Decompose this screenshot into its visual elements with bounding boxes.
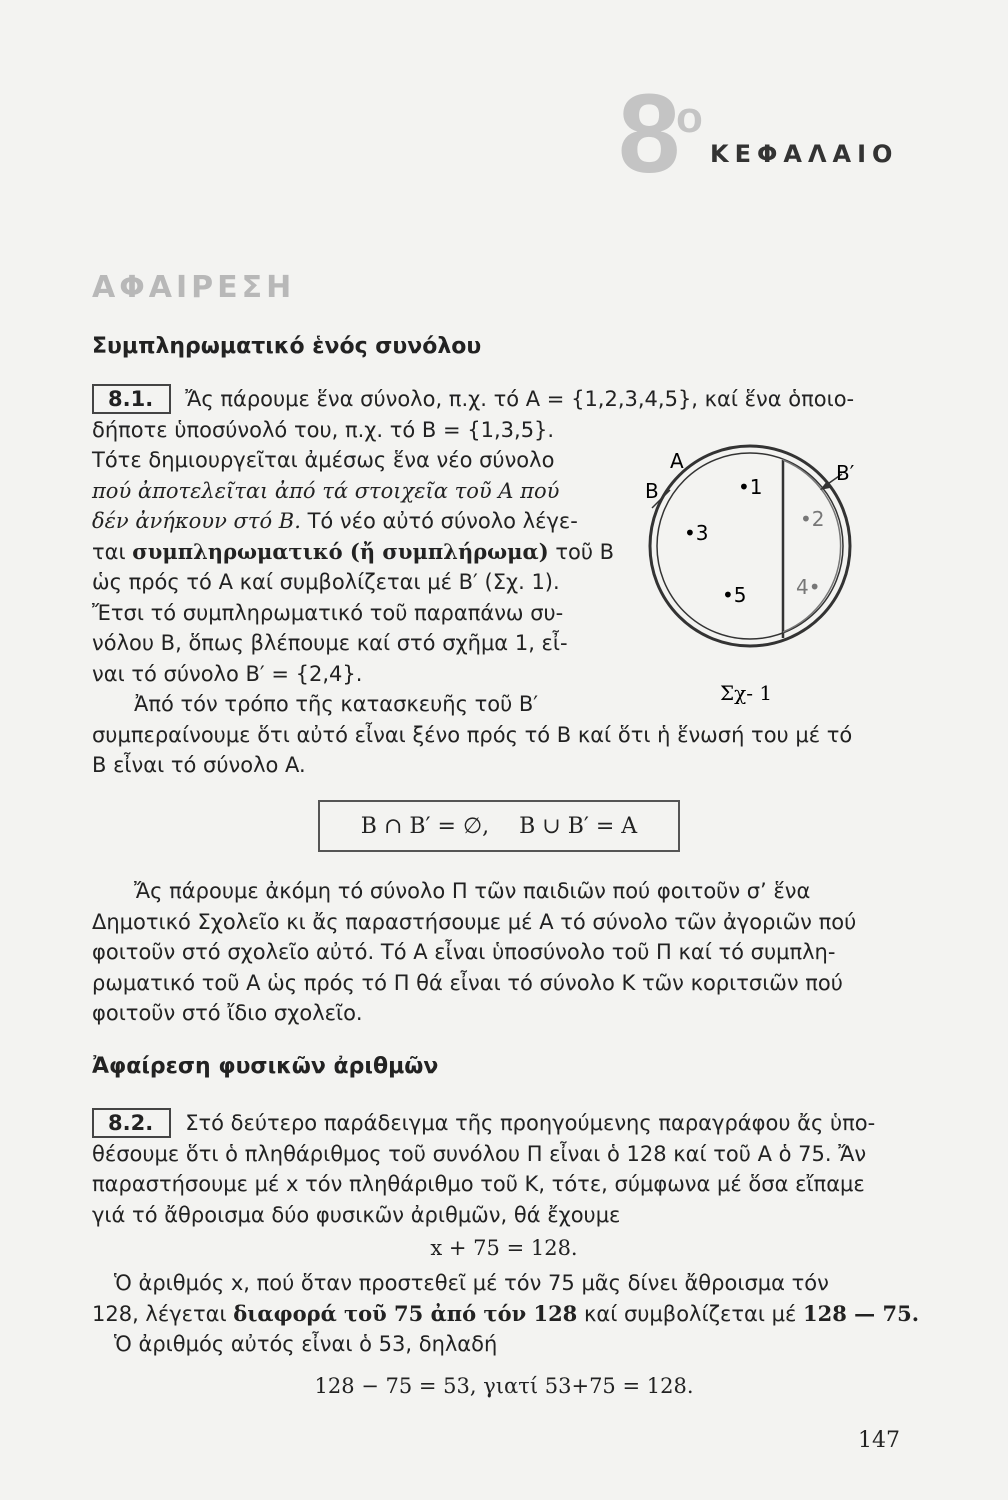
difference-symbol: 128 — 75. [803, 1300, 920, 1326]
chapter-title: ΑΦΑΙΡΕΣΗ [92, 270, 296, 305]
text-line: φοιτοῦν στό ἴδιο σχολεῖο. [92, 1001, 363, 1025]
element-5: •5 [722, 583, 747, 607]
text-line: θέσουμε ὅτι ὁ πληθάριθμος τοῦ συνόλου Π εἶναι ὁ 128 καί τοῦ A ὁ 75. Ἄν [92, 1141, 867, 1166]
text-span: ται [92, 539, 133, 564]
page-number: 147 [858, 1428, 900, 1453]
chapter-number: 8 [618, 71, 681, 196]
text-line: γιά τό ἄθροισμα δύο φυσικῶν ἀριθμῶν, θά ἔχουμε [92, 1202, 621, 1227]
text-line: Τότε δημιουργεῖται ἀμέσως ἕνα νέο σύνολο [92, 448, 555, 472]
text-span: 128, λέγεται [92, 1301, 234, 1326]
text-span: Ἄς πάρουμε ἕνα σύνολο, π.χ. τό A = {1,2,3,4,5}, καί ἕνα ὁποιο- [185, 387, 855, 411]
label-A: A [670, 449, 684, 473]
paragraph-number-8-1: 8.1. [92, 384, 171, 414]
text-line [92, 384, 912, 415]
formula-intersection: B ∩ B′ = ∅, [360, 813, 490, 839]
text-line: νόλου B, ὅπως βλέπουμε καί στό σχῆμα 1, εἶ- [92, 631, 568, 655]
text-line: Ἀπό τόν τρόπο τῆς κατασκευῆς τοῦ B′ [134, 692, 539, 716]
text-line [92, 1299, 920, 1330]
text-line-italic: πού ἀποτελεῖται ἀπό τά στοιχεῖα τοῦ A πού [92, 478, 560, 503]
label-B: B [645, 479, 659, 503]
set-Bprime-region [783, 460, 841, 632]
text-span: Στό δεύτερο παράδειγμα τῆς προηγούμενης παραγράφου ἄς ὑπο- [185, 1111, 876, 1135]
element-3: •3 [684, 521, 709, 545]
chapter-number-superscript: ο [676, 93, 703, 142]
section-heading-complement: Συμπληρωματικό ἑνός συνόλου [92, 334, 482, 359]
text-line: φοιτοῦν στό σχολεῖο αὐτό. Τό A εἶναι ὑποσύνολο τοῦ Π καί τό συμπλη- [92, 940, 836, 964]
text-span-italic: δέν ἀνήκουν στό B. [92, 509, 301, 533]
text-line: Ὁ ἀριθμός αὐτός εἶναι ὁ 53, δηλαδή [114, 1332, 498, 1356]
formula-union: B ∪ B′ = A [519, 813, 638, 839]
text-line: B εἶναι τό σύνολο A. [92, 753, 306, 777]
text-line: δήποτε ὑποσύνολό του, π.χ. τό B = {1,3,5}. [92, 417, 555, 442]
equation-128-minus-75: 128 − 75 = 53, γιατί 53+75 = 128. [314, 1374, 694, 1398]
element-1: •1 [738, 475, 763, 499]
text-span: Τό νέο αὐτό σύνολο λέγε- [300, 509, 578, 533]
text-line: Ἔτσι τό συμπληρωματικό τοῦ παραπάνω συ- [92, 600, 564, 625]
formula-box [318, 800, 680, 852]
text-line: ρωματικό τοῦ A ὡς πρός τό Π θά εἶναι τό σύνολο K τῶν κοριτσιῶν πού [92, 970, 843, 995]
figure-caption: Σχ- 1 [720, 681, 773, 705]
text-line [92, 1108, 912, 1139]
element-2: •2 [800, 507, 825, 531]
text-span: καί συμβολίζεται μέ [577, 1301, 804, 1326]
venn-diagram-figure [640, 438, 880, 718]
element-4: 4• [796, 575, 821, 599]
section-heading-subtraction: Ἀφαίρεση φυσικῶν ἀριθμῶν [92, 1054, 439, 1079]
text-span: τοῦ B [548, 539, 615, 564]
text-line: Δημοτικό Σχολεῖο κι ἄς παραστήσουμε μέ A τό σύνολο τῶν ἀγοριῶν πού [92, 909, 857, 934]
text-line: ναι τό σύνολο B′ = {2,4}. [92, 661, 363, 686]
term-complement: συμπληρωματικό (ἤ συμπλήρωμα) [132, 538, 549, 564]
section-8-2-text-continued [92, 1268, 920, 1360]
text-line: Ὁ ἀριθμός x, πού ὅταν προστεθεῖ μέ τόν 75 μᾶς δίνει ἄθροισμα τόν [114, 1271, 829, 1295]
paragraph-school-example [92, 876, 912, 1029]
text-line: Ἄς πάρουμε ἀκόμη τό σύνολο Π τῶν παιδιῶν πού φοιτοῦν σ’ ἕνα [134, 879, 811, 903]
label-Bprime: B′ [836, 461, 855, 485]
text-line: ὡς πρός τό A καί συμβολίζεται μέ B′ (Σχ. 1). [92, 570, 560, 594]
equation-x-plus-75: x + 75 = 128. [430, 1236, 578, 1260]
chapter-word: ΚΕΦΑΛΑΙΟ [710, 140, 899, 168]
paragraph-number-8-2: 8.2. [92, 1108, 171, 1138]
term-difference: διαφορά τοῦ 75 ἀπό τόν 128 [233, 1300, 578, 1326]
text-line: παραστήσουμε μέ x τόν πληθάριθμο τοῦ K, τότε, σύμφωνα μέ ὅσα εἴπαμε [92, 1172, 865, 1196]
section-8-2-text [92, 1108, 912, 1230]
text-line: συμπεραίνουμε ὅτι αὐτό εἶναι ξένο πρός τό B καί ὅτι ἡ ἕνωσή του μέ τό [92, 722, 853, 747]
